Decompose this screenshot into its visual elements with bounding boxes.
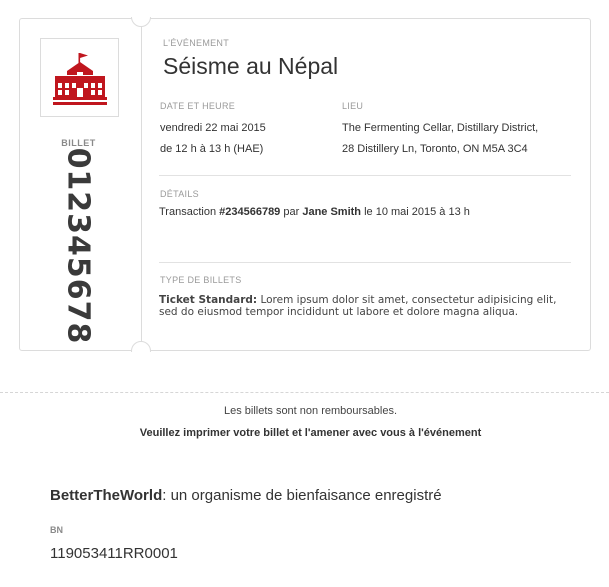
print-notice: Veuillez imprimer votre billet et l'amener avec vous à l'événement [139,427,482,439]
venue-line2: 28 Distillery Ln, Toronto, ON M5A 3C4 [342,143,528,155]
ticket-type-label: TYPE DE BILLETS [160,275,242,285]
transaction-by: par [283,206,300,218]
event-date: vendredi 22 mai 2015 [160,122,266,134]
ticket-label: BILLET [61,138,96,148]
transaction-prefix: Transaction [159,206,217,218]
ticket-type-description: Lorem ipsum dolor sit amet, consectetur adipisicing elit, sed do eiusmod tempor incididunt ut labore et dolore magna aliqua. [159,294,557,318]
ticket-number: 012345678 [60,147,96,345]
event-title: Séisme au Népal [163,53,339,79]
ticket-type-name: Ticket Standard: [159,294,258,306]
event-time: de 12 h à 13 h (HAE) [160,143,264,155]
notch-mask [129,352,153,364]
organization-name: BetterTheWorld [50,487,163,504]
organization-line [50,487,442,504]
buyer-name: Jane Smith [302,206,362,218]
event-label: L'ÉVÉNEMENT [163,38,230,48]
bn-label: BN [50,525,63,535]
divider [159,262,571,263]
bn-value: 119053411RR0001 [50,545,178,562]
ticket-main [141,18,591,351]
transaction-details [159,206,470,218]
ticket-type-info [159,294,574,318]
venue-line1: The Fermenting Cellar, Distillary District, [342,122,539,134]
ticket [19,18,591,351]
event-logo [40,38,119,117]
ticket-stub [19,18,142,351]
dashed-separator [0,392,609,393]
transaction-number: #234566789 [219,206,281,218]
notch-mask [129,5,153,17]
school-building-icon [51,49,109,107]
details-label: DÉTAILS [160,189,199,199]
datetime-label: DATE ET HEURE [160,101,236,111]
organization-description: : un organisme de bienfaisance enregistré [162,487,442,504]
divider [159,175,571,176]
transaction-date: le 10 mai 2015 à 13 h [364,206,470,218]
non-refundable-notice: Les billets sont non remboursables. [223,405,398,417]
venue-label: LIEU [342,101,364,111]
